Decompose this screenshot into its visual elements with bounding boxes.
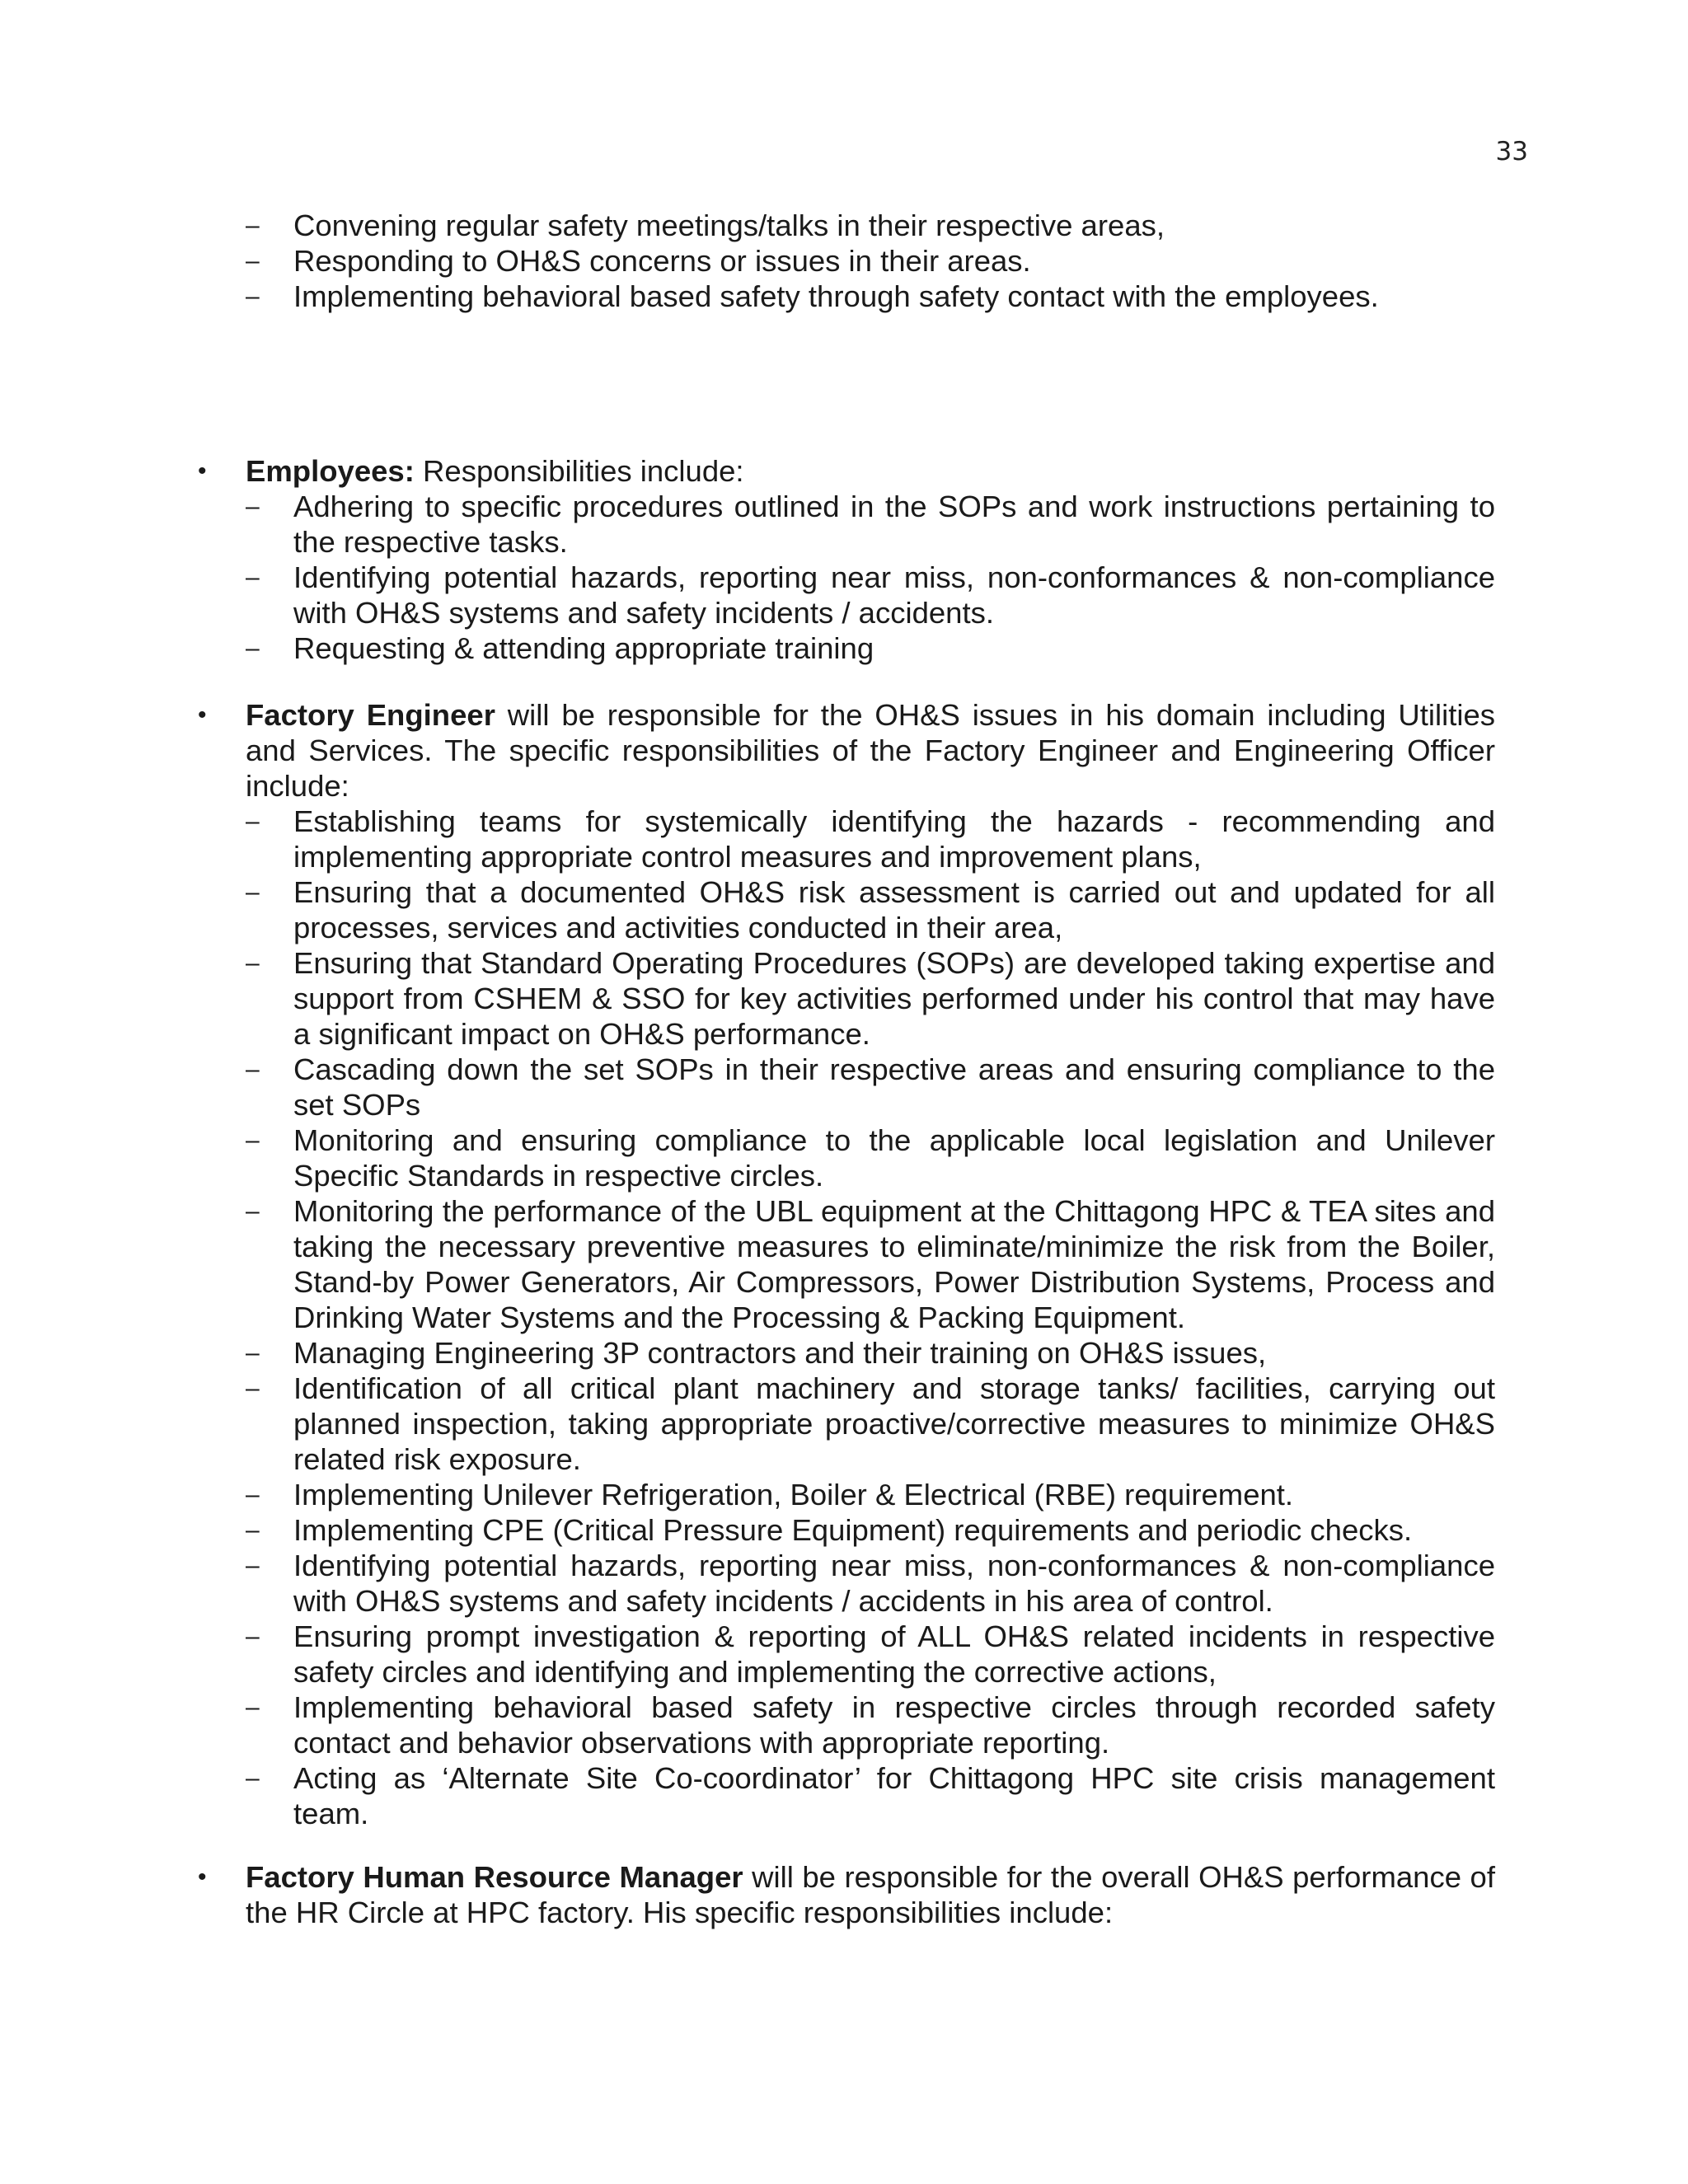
list-item (239, 1371, 1495, 1477)
dash-icon: – (246, 1339, 260, 1366)
list-item (239, 1122, 1495, 1193)
dash-icon: – (246, 493, 260, 520)
list-item-text: Convening regular safety meetings/talks in their respective areas, (293, 209, 1165, 242)
list-item-text: Ensuring that Standard Operating Procedures (SOPs) are developed taking expertise and support from CSHEM & SSO for key activities performed under his control that may have a significant impact on OH&S performance. (293, 946, 1495, 1051)
employees-intro: Responsibilities include: (414, 454, 744, 488)
dash-icon: – (246, 247, 260, 274)
list-item (239, 945, 1495, 1052)
factory-engineer-heading-line (195, 697, 1495, 804)
dash-icon: – (246, 1552, 260, 1579)
dash-icon: – (246, 879, 260, 906)
list-item (239, 1193, 1495, 1335)
list-item (239, 1512, 1495, 1548)
list-item (239, 489, 1495, 560)
bullet-icon: • (198, 1863, 207, 1891)
dash-icon: – (246, 1375, 260, 1402)
list-item (239, 560, 1495, 630)
list-item (239, 1690, 1495, 1760)
page-number: 33 (1495, 137, 1528, 166)
list-item (239, 279, 1495, 314)
dash-icon: – (246, 1765, 260, 1792)
employees-section (195, 453, 1495, 666)
list-item-text: Monitoring the performance of the UBL equipment at the Chittagong HPC & TEA sites and taking the necessary preventive measures to eliminate/minimize the risk from the Boiler, Stand-by Power Generators, Air Compressors, Power Distribution Systems, Process and Drinking Water Systems and the Processing & Packing Equipment. (293, 1194, 1495, 1334)
list-item (239, 630, 1495, 666)
list-item-text: Identifying potential hazards, reporting near miss, non-conformances & non-compliance with OH&S systems and safety incidents / accidents. (293, 560, 1495, 630)
list-item (239, 1619, 1495, 1690)
factory-engineer-heading: Factory Engineer (246, 698, 495, 732)
list-item (239, 1760, 1495, 1831)
list-item-text: Requesting & attending appropriate training (293, 631, 874, 665)
list-item (239, 1477, 1495, 1512)
hr-manager-section (195, 1859, 1495, 1930)
list-item (239, 1052, 1495, 1122)
employees-heading-line (195, 453, 1495, 489)
dash-icon: – (246, 283, 260, 310)
hr-manager-heading-line (195, 1859, 1495, 1930)
list-item (239, 1335, 1495, 1371)
employees-responsibility-list (239, 489, 1495, 666)
dash-icon: – (246, 635, 260, 662)
factory-engineer-intro: will be responsible for the OH&S issues in his domain including Utilities and Services. The specific responsibilities of the Factory Engineer and Engineering Officer include: (246, 698, 1495, 803)
list-item (239, 874, 1495, 945)
list-item (239, 804, 1495, 874)
dash-icon: – (246, 1056, 260, 1083)
list-item-text: Ensuring that a documented OH&S risk assessment is carried out and updated for all processes, services and activities conducted in their area, (293, 875, 1495, 944)
bullet-icon: • (198, 457, 207, 485)
list-item-text: Implementing Unilever Refrigeration, Boiler & Electrical (RBE) requirement. (293, 1478, 1294, 1511)
list-item-text: Managing Engineering 3P contractors and their training on OH&S issues, (293, 1336, 1267, 1370)
dash-icon: – (246, 1481, 260, 1508)
dash-icon: – (246, 1516, 260, 1544)
list-item-text: Identification of all critical plant machinery and storage tanks/ facilities, carrying out planned inspection, taking appropriate proactive/corrective measures to minimize OH&S related risk exposure. (293, 1371, 1495, 1476)
list-item-text: Adhering to specific procedures outlined in the SOPs and work instructions pertaining to the respective tasks. (293, 490, 1495, 559)
top-responsibility-list (239, 208, 1495, 314)
dash-icon: – (246, 949, 260, 977)
bullet-icon: • (198, 701, 207, 729)
hr-manager-intro: will be responsible for the overall OH&S performance of the HR Circle at HPC factory. His specific responsibilities include: (246, 1860, 1495, 1929)
list-item-text: Identifying potential hazards, reporting near miss, non-conformances & non-compliance with OH&S systems and safety incidents / accidents in his area of control. (293, 1549, 1495, 1618)
list-item-text: Cascading down the set SOPs in their respective areas and ensuring compliance to the set SOPs (293, 1052, 1495, 1122)
list-item-text: Acting as ‘Alternate Site Co-coordinator’ for Chittagong HPC site crisis management team. (293, 1761, 1495, 1830)
dash-icon: – (246, 1127, 260, 1154)
dash-icon: – (246, 1694, 260, 1721)
list-item-text: Monitoring and ensuring compliance to the applicable local legislation and Unilever Specific Standards in respective circles. (293, 1123, 1495, 1193)
hr-manager-heading: Factory Human Resource Manager (246, 1860, 743, 1894)
factory-engineer-responsibility-list (239, 804, 1495, 1831)
list-item-text: Implementing CPE (Critical Pressure Equipment) requirements and periodic checks. (293, 1513, 1413, 1547)
list-item-text: Responding to OH&S concerns or issues in their areas. (293, 244, 1031, 278)
list-item-text: Ensuring prompt investigation & reporting of ALL OH&S related incidents in respective safety circles and identifying and implementing the corrective actions, (293, 1619, 1495, 1689)
list-item (239, 208, 1495, 243)
factory-engineer-section (195, 697, 1495, 1831)
dash-icon: – (246, 1623, 260, 1650)
list-item-text: Implementing behavioral based safety through safety contact with the employees. (293, 279, 1379, 313)
list-item (239, 243, 1495, 279)
dash-icon: – (246, 564, 260, 591)
list-item-text: Implementing behavioral based safety in respective circles through recorded safety contact and behavior observations with appropriate reporting. (293, 1690, 1495, 1760)
dash-icon: – (246, 1197, 260, 1225)
employees-heading: Employees: (246, 454, 415, 488)
dash-icon: – (246, 808, 260, 835)
list-item-text: Establishing teams for systemically identifying the hazards - recommending and implementing appropriate control measures and improvement plans, (293, 804, 1495, 874)
list-item (239, 1548, 1495, 1619)
dash-icon: – (246, 212, 260, 239)
